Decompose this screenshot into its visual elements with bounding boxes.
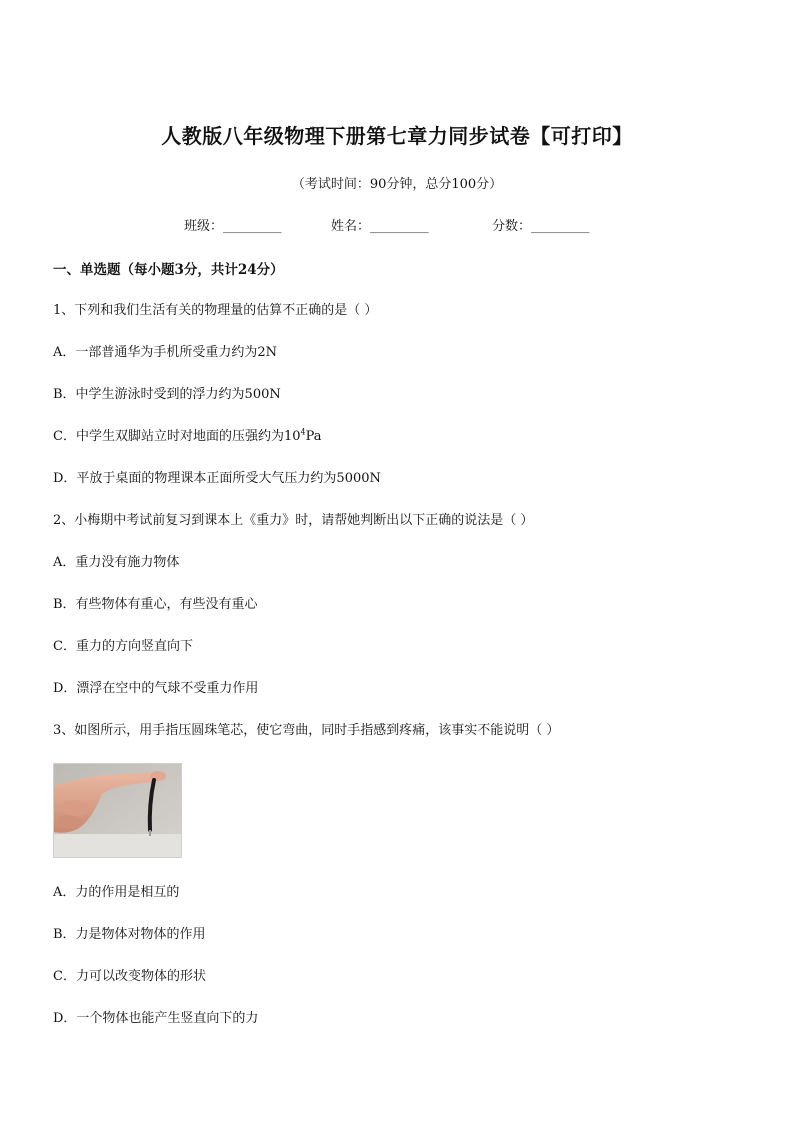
question-1-option-a: A．一部普通华为手机所受重力约为2N — [53, 345, 278, 360]
photo-illustration — [54, 764, 181, 857]
question-1-option-b: B．中学生游泳时受到的浮力约为500N — [53, 387, 281, 402]
question-1-option-c — [53, 425, 322, 444]
question-2-stem: 2、小梅期中考试前复习到课本上《重力》时，请帮她判断出以下正确的说法是（ ） — [53, 513, 534, 528]
exponent: 4 — [300, 427, 306, 437]
question-2-option-c: C．重力的方向竖直向下 — [53, 639, 193, 654]
question-2-option-a: A．重力没有施力物体 — [53, 555, 180, 570]
question-3-option-d: D．一个物体也能产生竖直向下的力 — [53, 1011, 259, 1026]
question-3-stem: 3、如图所示，用手指压圆珠笔芯，使它弯曲，同时手指感到疼痛，该事实不能说明（ ） — [53, 723, 560, 738]
section-heading: 一、单选题（每小题3分，共计24分） — [53, 262, 284, 278]
question-2-option-d: D．漂浮在空中的气球不受重力作用 — [53, 681, 259, 696]
question-1-option-d: D．平放于桌面的物理课本正面所受大气压力约为5000N — [53, 471, 381, 486]
question-3-option-a: A．力的作用是相互的 — [53, 885, 180, 900]
question-3-option-b: B．力是物体对物体的作用 — [53, 927, 206, 942]
question-2-option-b: B．有些物体有重心，有些没有重心 — [53, 597, 258, 612]
page-title: 人教版八年级物理下册第七章力同步试卷【可打印】 — [161, 124, 633, 148]
name-field: 姓名：_________ — [331, 219, 429, 234]
option-text: C．中学生双脚站立时对地面的压强约为10 — [53, 429, 301, 444]
question-3-option-c: C．力可以改变物体的形状 — [53, 969, 206, 984]
finger-pressing-pen-refill-photo — [53, 763, 182, 858]
unit: Pa — [305, 429, 322, 444]
class-field: 班级：_________ — [184, 219, 282, 234]
question-1-stem: 1、下列和我们生活有关的物理量的估算不正确的是（ ） — [53, 303, 378, 318]
score-field: 分数：_________ — [492, 219, 590, 234]
exam-info: （考试时间：90分钟，总分100分） — [291, 177, 503, 192]
